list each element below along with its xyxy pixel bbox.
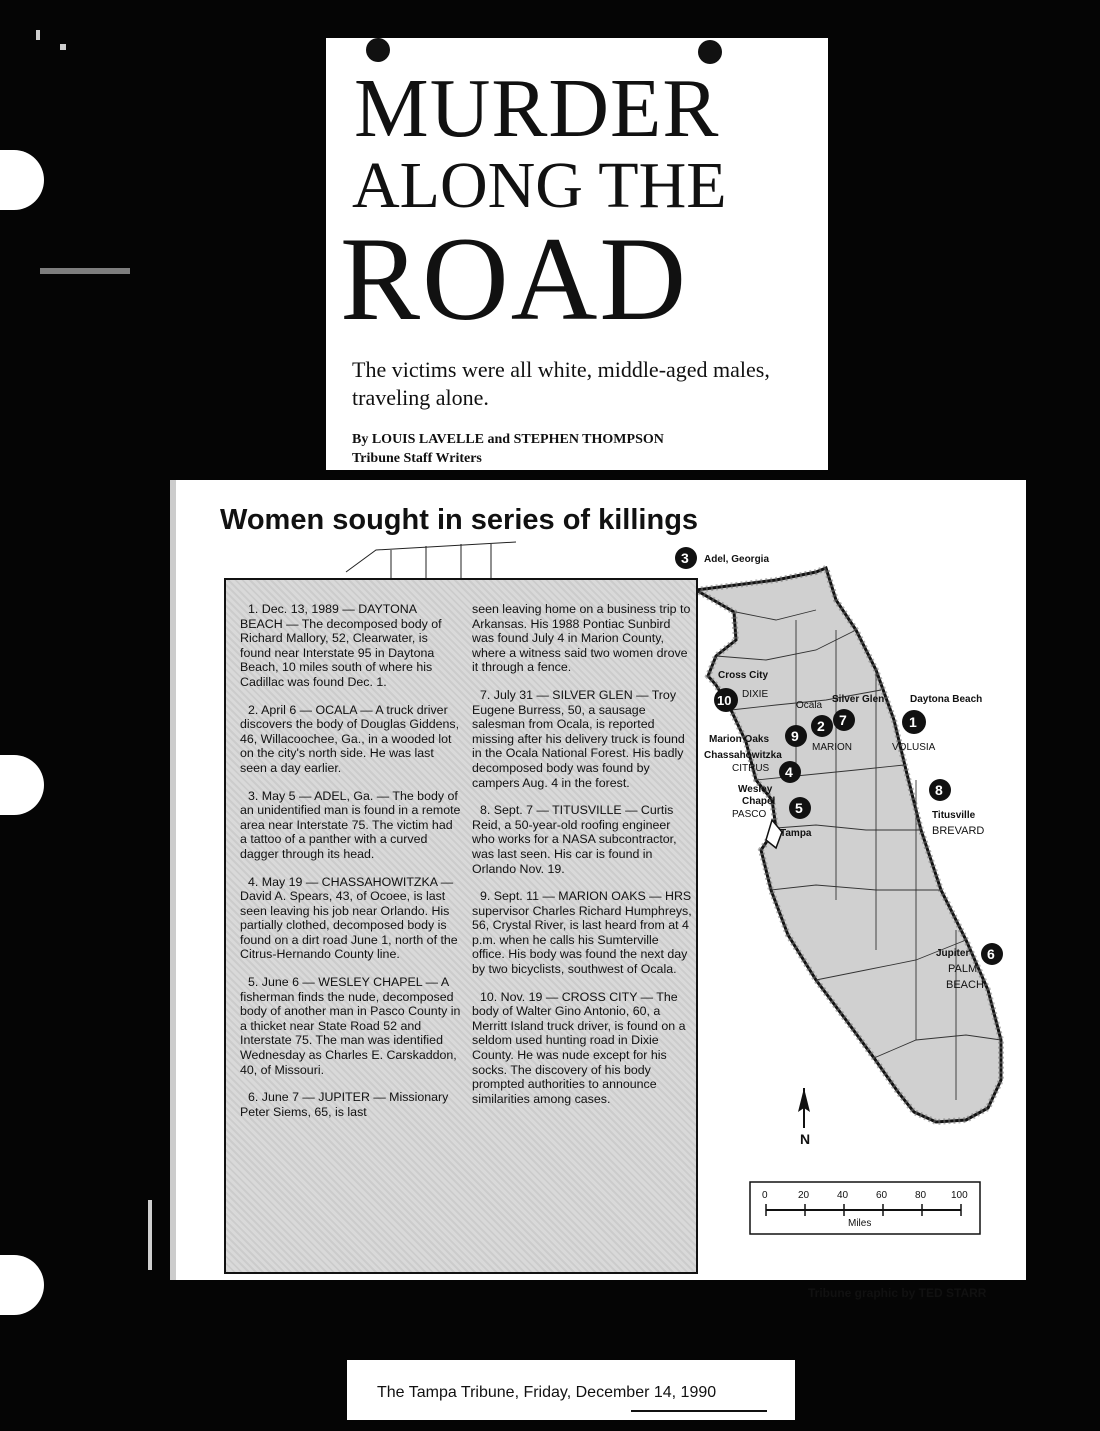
graphic-card: [170, 480, 1026, 1300]
marker-label-2: Ocala: [796, 700, 823, 711]
marker-label-4: Chassahowitzka: [704, 750, 782, 761]
scale-tick-label: 60: [876, 1190, 888, 1201]
binder-hole-bottom: [0, 1255, 44, 1315]
scale-tick-label: 0: [762, 1190, 768, 1201]
florida-outline: [696, 568, 1001, 1122]
marker-number-8: 8: [935, 782, 943, 798]
tampa-label: Tampa: [780, 828, 812, 839]
marker-number-3: 3: [681, 550, 689, 566]
chronology-entry: 9. Sept. 11 — MARION OAKS — HRS supervisor Charles Richard Humphreys, 56, Crystal River, is last heard from at 4 p.m. when he calls his Sumterville office. His body was found the next day by two bicyclists, southwest of Ocala.: [472, 889, 692, 977]
dateline-clipping: [347, 1360, 795, 1420]
marker-label-5b: Chapel: [742, 796, 776, 807]
dateline-underline: [631, 1410, 767, 1412]
dateline-text: The Tampa Tribune, Friday, December 14, 1990: [377, 1384, 717, 1401]
chronology-entry: 6. June 7 — JUPITER — Missionary Peter Siems, 65, is last: [240, 1090, 449, 1119]
chronology-entry: 3. May 5 — ADEL, Ga. — The body of an unidentified man is found in a remote area near Interstate 75. The victim had a tattoo of a panther with a curved dagger through its head.: [240, 788, 461, 861]
chronology-entry: 2. April 6 — OCALA — A truck driver discovers the body of Douglas Giddens, 46, Willacoochee, Ga., in a wooded lot on the city's north side. He was last seen a day earlier.: [240, 702, 460, 775]
marker-number-2: 2: [817, 718, 825, 734]
marker-county-6a: PALM: [948, 963, 978, 975]
marker-county-6b: BEACH: [946, 979, 984, 991]
marker-county-8: BREVARD: [932, 825, 985, 837]
binder-hole-middle: [0, 755, 44, 815]
byline-role: Tribune Staff Writers: [352, 451, 482, 466]
scan-speck: [60, 44, 66, 50]
chronology-entry: 1. Dec. 13, 1989 — DAYTONA BEACH — The decomposed body of Richard Mallory, 52, Clearwater, is found near Interstate 95 in Daytona Beach, 10 miles south of where his Cadillac was found Dec. 1.: [240, 602, 442, 689]
byline: [352, 430, 664, 468]
chronology-entry: 10. Nov. 19 — CROSS CITY — The body of Walter Gino Antonio, 60, a Merritt Island truck driver, is found on a seldom used hunting road in Dixie County. He was nude except for his socks. The discovery of his body prompted authorities to announce similarities among cases.: [472, 989, 686, 1106]
marker-label-5a: Wesley: [738, 784, 773, 795]
scan-speck: [40, 268, 130, 274]
binder-hole-top: [0, 150, 44, 210]
marker-label-3: Adel, Georgia: [704, 554, 770, 565]
scale-unit: Miles: [848, 1218, 872, 1229]
marker-number-7: 7: [839, 712, 847, 728]
chronology-entry: 8. Sept. 7 — TITUSVILLE — Curtis Reid, a 50-year-old roofing engineer who works for a NASA subcontractor, was last seen. His car is found in Orlando Nov. 19.: [472, 803, 677, 876]
chronology-entry: 7. July 31 — SILVER GLEN — Troy Eugene Burress, 50, a sausage salesman from Ocala, is reported missing after his delivery truck is found in the Ocala National Forest. His badly decomposed body was found by campers Aug. 4 in the forest.: [472, 687, 685, 790]
graphic-title: Women sought in series of killings: [220, 504, 699, 536]
chronology-entry: seen leaving home on a business trip to Arkansas. His 1988 Pontiac Sunbird was found July 4 in Marion County, where a witness said two women drove it through a fence.: [472, 602, 691, 675]
scale-tick-label: 80: [915, 1190, 927, 1201]
marker-county-1: VOLUSIA: [892, 742, 936, 753]
georgia-border-lines: [346, 542, 516, 578]
marker-county-4: CITRUS: [732, 763, 770, 774]
headline-clipping: [326, 38, 828, 470]
marker-label-10: Cross City: [718, 670, 769, 681]
scan-speck: [36, 30, 40, 40]
marker-number-1: 1: [909, 714, 917, 730]
marker-label-6: Jupiter: [936, 948, 970, 959]
compass-label: N: [800, 1131, 811, 1147]
scan-speck: [148, 1200, 152, 1270]
headline-line-1: MURDER: [354, 62, 720, 155]
marker-label-1: Daytona Beach: [910, 694, 983, 705]
chronology-entry: 4. May 19 — CHASSAHOWITZKA — David A. Spears, 43, of Ocoee, is last seen leaving his job near Orlando. His partially clothed, decomposed body is found on a dirt road June 1, north of the Citrus-Hernando County line.: [240, 874, 458, 962]
marker-label-8: Titusville: [932, 810, 976, 821]
byline-authors: By LOUIS LAVELLE and STEPHEN THOMPSON: [352, 432, 664, 447]
marker-label-7: Silver Glen: [832, 694, 885, 705]
chronology-entry: 5. June 6 — WESLEY CHAPEL — A fisherman finds the nude, decomposed body of another man in Pasco County in a thicket near State Road 52 and Interstate 75. The man was identified Wednesday as Charles E. Carskaddon, 40, of Missouri.: [240, 975, 461, 1077]
marker-number-10: 10: [717, 693, 732, 708]
marker-county-10: DIXIE: [742, 689, 769, 700]
marker-county-2: MARION: [812, 742, 852, 753]
compass-arrow-icon: [798, 1088, 810, 1128]
marker-label-9: Marion Oaks: [709, 734, 770, 745]
pushpin-icon: [366, 38, 390, 62]
marker-number-6: 6: [987, 946, 995, 962]
headline-line-2: ALONG THE: [352, 149, 727, 222]
chronology-right-column: [472, 602, 694, 1119]
graphic-credit: Tribune graphic by TED STARR: [808, 1286, 987, 1300]
marker-county-5: PASCO: [732, 809, 767, 820]
scale-tick-label: 20: [798, 1190, 810, 1201]
headline-line-3: ROAD: [340, 212, 689, 345]
chronology-left-column: [240, 602, 462, 1132]
chronology-box: [224, 578, 698, 1274]
scale-tick-label: 40: [837, 1190, 849, 1201]
marker-number-5: 5: [795, 800, 803, 816]
scale-tick-label: 100: [951, 1190, 968, 1201]
marker-number-4: 4: [785, 764, 793, 780]
deck-text: The victims were all white, middle-aged males, traveling alone.: [352, 357, 770, 410]
marker-number-9: 9: [791, 728, 799, 744]
